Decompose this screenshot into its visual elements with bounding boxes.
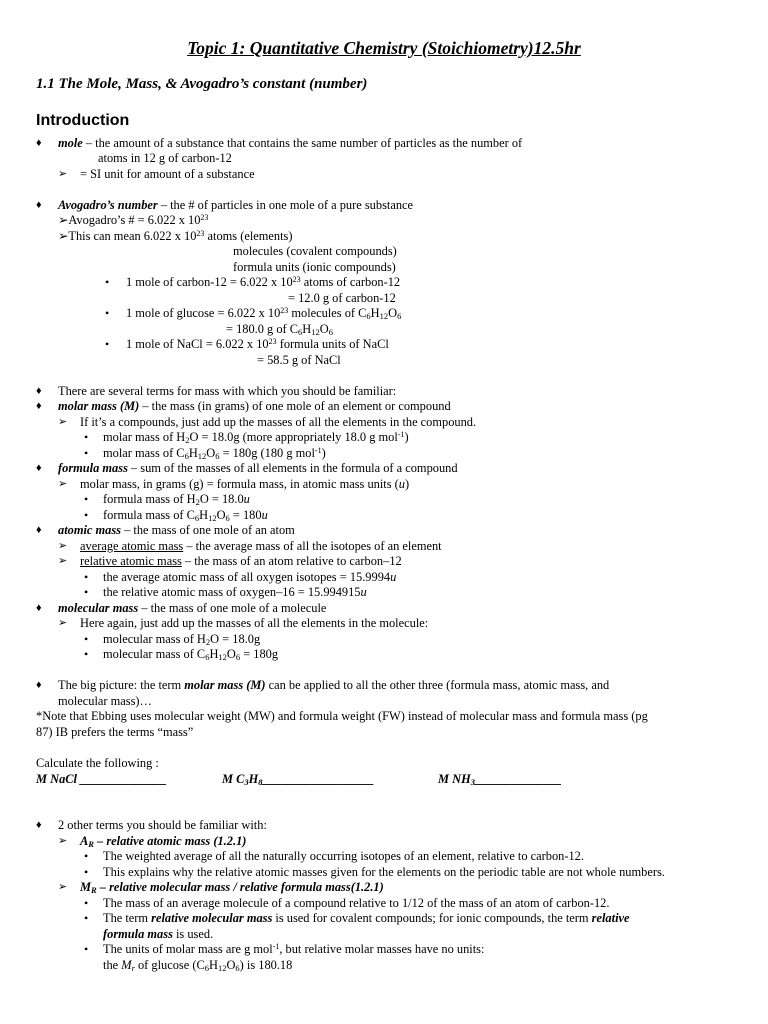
- big-picture-cont: molecular mass)…: [58, 694, 152, 708]
- diamond-bullet-icon: ♦: [36, 524, 42, 536]
- formula-mass-definition: formula mass – sum of the masses of all elements in the formula of a compound: [58, 461, 458, 475]
- arrow-bullet-icon: ➢: [58, 540, 68, 552]
- bullet-dot-icon: •: [105, 275, 110, 289]
- mass-terms-intro: There are several terms for mass with which you should be familiar:: [58, 384, 397, 398]
- example-nacl: 1 mole of NaCl = 6.022 x $10^{23}$ formula units of NaCl: [126, 337, 389, 351]
- example-nacl-mass: = 58.5 g of NaCl: [257, 353, 341, 367]
- mole-definition: mole – the amount of a substance that contains the same number of particles as the number of: [58, 136, 523, 150]
- introduction-heading: Introduction: [36, 112, 130, 129]
- bullet-dot-icon: •: [84, 508, 89, 522]
- bullet-dot-icon: •: [84, 585, 89, 599]
- molecular-mass-definition: molecular mass – the mass of one mole of a molecule: [58, 601, 327, 615]
- calc-nh3-blank: M $NH_3\_\_\_\_\_\_\_\_\_\_\_\_\_\_$: [438, 772, 562, 787]
- calculate-prompt: Calculate the following :: [36, 756, 159, 770]
- molecular-mass-glucose: molecular mass of $C_6H_{12}O_6 = 180g$: [103, 647, 279, 662]
- formula-mass-glucose: formula mass of $C_6H_{12}O_6 = 180u$: [103, 508, 268, 523]
- calc-c3h8-blank: M $C_3H_8\_\_\_\_\_\_\_\_\_\_\_\_\_\_\_\_\_\_$: [222, 772, 375, 787]
- molar-mass-water: molar mass of $H_2O = 18.0g$ (more appropriately 18.0 g mol$^{-1}$): [103, 430, 409, 445]
- avogadro-meaning: ➢This can mean 6.022 x $10^{23}$ atoms (elements): [58, 229, 293, 243]
- bullet-dot-icon: •: [84, 865, 89, 879]
- section-heading: 1.1 The Mole, Mass, & Avogadro’s constant (number): [36, 76, 368, 92]
- ar-point-1: The weighted average of all the naturally occurring isotopes of an element, relative to carbon-12.: [103, 849, 584, 863]
- other-terms-intro: 2 other terms you should be familiar with:: [58, 818, 267, 832]
- diamond-bullet-icon: ♦: [36, 385, 42, 397]
- oxygen-16-mass: the relative atomic mass of oxygen–16 = 15.994915u: [103, 585, 367, 599]
- molar-mass-definition: molar mass (M) – the mass (in grams) of one mole of an element or compound: [58, 399, 451, 413]
- example-glucose: 1 mole of glucose = 6.022 x $10^{23}$ molecules of $C_6H_{12}O_6$: [126, 306, 402, 321]
- example-carbon-mass: = 12.0 g of carbon-12: [288, 291, 396, 305]
- avogadro-definition: Avogadro’s number – the # of particles in one mole of a pure substance: [58, 198, 414, 212]
- diamond-bullet-icon: ♦: [36, 400, 42, 412]
- diamond-bullet-icon: ♦: [36, 819, 42, 831]
- diamond-bullet-icon: ♦: [36, 602, 42, 614]
- bullet-dot-icon: •: [84, 849, 89, 863]
- arrow-bullet-icon: ➢: [58, 617, 68, 629]
- calc-nacl-blank: M NaCl ______________: [36, 772, 167, 786]
- arrow-bullet-icon: ➢: [58, 478, 68, 490]
- diamond-bullet-icon: ♦: [36, 679, 42, 691]
- mr-glucose: the $M_r$ of glucose $(C_6H_{12}O_6)$ is 180.18: [103, 958, 293, 973]
- bullet-dot-icon: •: [84, 942, 89, 956]
- avogadro-number: ➢Avogadro’s # = 6.022 x $10^{23}$: [58, 213, 209, 227]
- avogadro-molecules: molecules (covalent compounds): [233, 244, 397, 258]
- diamond-bullet-icon: ♦: [36, 199, 42, 211]
- diamond-bullet-icon: ♦: [36, 137, 42, 149]
- mole-definition-cont: atoms in 12 g of carbon-12: [98, 151, 232, 165]
- bullet-dot-icon: •: [84, 430, 89, 444]
- molar-mass-note: If it’s a compounds, just add up the masses of all the elements in the compound.: [80, 415, 477, 429]
- formula-mass-note: molar mass, in grams (g) = formula mass, in atomic mass units (u): [80, 477, 410, 491]
- arrow-bullet-icon: ➢: [58, 213, 69, 227]
- molar-mass-glucose: molar mass of $C_6H_{12}O_6 = 180g$ (180 g mol$^{-1}$): [103, 446, 326, 461]
- bullet-dot-icon: •: [84, 896, 89, 910]
- example-glucose-mass: = 180.0 g of $C_6H_{12}O_6$: [226, 322, 333, 337]
- bullet-dot-icon: •: [84, 632, 89, 646]
- bullet-dot-icon: •: [84, 570, 89, 584]
- ar-point-2: This explains why the relative atomic masses given for the elements on the periodic table are not whole numbers.: [103, 865, 665, 879]
- arrow-bullet-icon: ➢: [58, 881, 68, 893]
- formula-mass-water: formula mass of $H_2O = 18.0u$: [103, 492, 250, 507]
- diamond-bullet-icon: ♦: [36, 462, 42, 474]
- avogadro-formula-units: formula units (ionic compounds): [233, 260, 396, 274]
- mr-point-2-cont: formula mass is used.: [103, 927, 214, 941]
- bullet-dot-icon: •: [105, 306, 110, 320]
- bullet-dot-icon: •: [84, 446, 89, 460]
- bullet-dot-icon: •: [84, 647, 89, 661]
- average-atomic-mass: average atomic mass – the average mass of all the isotopes of an element: [80, 539, 442, 553]
- ebbing-note-cont: 87) IB prefers the terms “mass”: [36, 725, 194, 739]
- big-picture: The big picture: the term molar mass (M) can be applied to all the other three (formula mass, atomic mass, and: [58, 678, 610, 692]
- mr-point-2: The term relative molecular mass is used for covalent compounds; for ionic compounds, the term relative: [103, 911, 630, 925]
- arrow-bullet-icon: ➢: [58, 416, 68, 428]
- molecular-mass-note: Here again, just add up the masses of all the elements in the molecule:: [80, 616, 429, 630]
- example-carbon: 1 mole of carbon-12 = 6.022 x $10^{23}$ atoms of carbon-12: [126, 275, 401, 289]
- bullet-dot-icon: •: [84, 492, 89, 506]
- mr-point-3: The units of molar mass are g mol$^{-1}$, but relative molar masses have no units:: [103, 942, 485, 956]
- page-title: Topic 1: Quantitative Chemistry (Stoichiometry)12.5hr: [187, 38, 581, 58]
- oxygen-average-mass: the average atomic mass of all oxygen isotopes = 15.9994u: [103, 570, 397, 584]
- atomic-mass-definition: atomic mass – the mass of one mole of an atom: [58, 523, 295, 537]
- relative-atomic-mass: relative atomic mass – the mass of an atom relative to carbon–12: [80, 554, 402, 568]
- ar-heading: $A_R$ – relative atomic mass (1.2.1): [80, 834, 247, 849]
- arrow-bullet-icon: ➢: [58, 168, 68, 180]
- ebbing-note: *Note that Ebbing uses molecular weight (MW) and formula weight (FW) instead of molecular mass and formula mass (pg: [36, 709, 648, 723]
- mr-heading: $M_R$ – relative molecular mass / relative formula mass(1.2.1): [80, 880, 384, 895]
- mr-point-1: The mass of an average molecule of a compound relative to 1/12 of the mass of an atom of carbon-12.: [103, 896, 610, 910]
- mole-si-unit: = SI unit for amount of a substance: [80, 167, 255, 181]
- bullet-dot-icon: •: [84, 911, 89, 925]
- arrow-bullet-icon: ➢: [58, 229, 69, 243]
- bullet-dot-icon: •: [105, 337, 110, 351]
- arrow-bullet-icon: ➢: [58, 555, 68, 567]
- arrow-bullet-icon: ➢: [58, 835, 68, 847]
- molecular-mass-water: molecular mass of $H_2O = 18.0g$: [103, 632, 261, 647]
